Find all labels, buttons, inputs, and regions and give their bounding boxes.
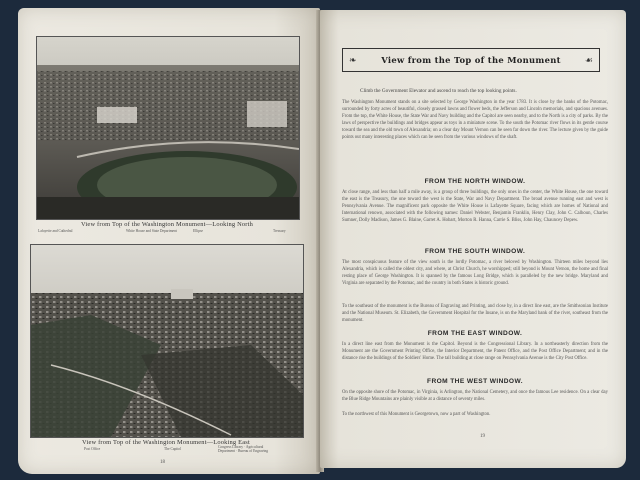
photo-east-label-mid: The Capitol	[164, 447, 182, 451]
ornament-right-icon: ☙	[584, 54, 593, 65]
ornament-left-icon: ❧	[349, 54, 357, 65]
page-title: View from the Top of the Monument	[381, 55, 561, 65]
heading-south-window: FROM THE SOUTH WINDOW.	[424, 248, 526, 255]
photo-north-caption: View from Top of the Washington Monument—Looking North	[81, 221, 253, 228]
right-page	[320, 10, 626, 468]
paragraph-intro: The Washington Monument stands on a site selected by George Washington in the year 1783. It is close by the banks of the Potomac, surrounded by forty acres of beautiful, closely grassed lawns and flower beds, the Jefferson and Lincoln memorials, and spacious avenues. From the top, the White House, the State War and Navy building and the Capitol are seen nearby, and to the North is a city of parks. By the laws of perspective the buildings and bridges appear as toys in a miniature scene. To the south the Potomac river flows in its gentle course toward the sea and the old town of Alexandria; on a clear day Mount Vernon can be seen far down the river. The lecture given by the guide points out many interesting places which can be seen from the various windows of the shaft.	[342, 100, 608, 140]
photo-north-label-mid: White House and State Department	[126, 229, 177, 233]
paragraph-southeast: To the southeast of the monument is the Bureau of Engraving and Printing, and close by, in a direct line east, are the Smithsonian Institute and the National Museum. St. Elizabeth, the Government Hospital for the Insane, is on the Maryland bank of the river, southeast from the monument.	[342, 304, 608, 323]
heading-west-window: FROM THE WEST WINDOW.	[427, 378, 523, 385]
paragraph-north-window: At close range, and less than half a mile away, is a group of three buildings, the only ones in the center, the White House, the one toward the east is the Treasury, the one toward the west is the State, War and Navy Department. The broad avenue running east and west is Pennsylvania Avenue. The magnificent park opposite the White House is Lafayette Square, facing which are homes of National and International renown, associated with the following names: Daniel Webster, Benjamin Franklin, Henry Clay, John C. Calhoun, Charles Sumner, Dolly Madison, James G. Blaine, Garret A. Hobart, Morton R. Hanna, Carrie S. Bliss, John Hay, Chauncey Depew.	[342, 190, 608, 223]
left-page	[18, 8, 320, 474]
photo-north-label-mid2: Ellipse	[193, 229, 203, 233]
paragraph-south-window: The most conspicuous feature of the view south is the lordly Potomac, a river beloved by Washington. Thirteen miles beyond lies Alexandria, which is called the oldest city, and where, at Christ Church, he worshipped; still beyond is Mount Vernon, the home and final resting place of George Washington. It is spanned by the famous Long Bridge, which is paralleled by the new bridge. Maryland and Virginia are separated by the Potomac, and the country in both States is historic ground.	[342, 260, 608, 286]
right-page-number: 19	[480, 434, 485, 439]
heading-east-window: FROM THE EAST WINDOW.	[427, 330, 523, 337]
photo-east-label-right: Congress Library · Agricultural Department · Bureau of Engraving	[218, 445, 269, 453]
paragraph-east-window: In a direct line east from the Monument is the Capitol. Beyond is the Congressional Library. In a northeasterly direction from the Monument are the Government Printing Office, the Interior Department, the Patent Office, and the Post Office Department; and in the distance rise the buildings of the Soldiers' Home. The tall building at close range on Pennsylvania Avenue is the City Post Office.	[342, 342, 608, 361]
title-box	[342, 48, 600, 72]
heading-north-window: FROM THE NORTH WINDOW.	[424, 178, 526, 185]
photo-looking-north	[36, 36, 300, 220]
photo-east-caption: View from Top of the Washington Monument—Looking East	[82, 439, 250, 446]
intro-line: Climb the Government Elevator and ascend to reach the top looking points.	[360, 88, 517, 94]
photo-north-label-right: Treasury	[273, 229, 286, 233]
left-page-number: 18	[160, 460, 165, 465]
paragraph-west-window: On the opposite shore of the Potomac, in Virginia, is Arlington, the National Cemetery, and once the famous Lee residence. On a clear day the Blue Ridge Mountains are plainly visible at a distance of seventy miles.	[342, 390, 608, 402]
photo-east-label-left: Post Office	[84, 447, 101, 451]
photo-looking-east	[30, 244, 304, 438]
photo-north-label-left: Lafayette and Cathedral	[38, 229, 73, 233]
paragraph-northwest: To the northwest of this Monument is Georgetown, now a part of Washington.	[342, 412, 491, 417]
